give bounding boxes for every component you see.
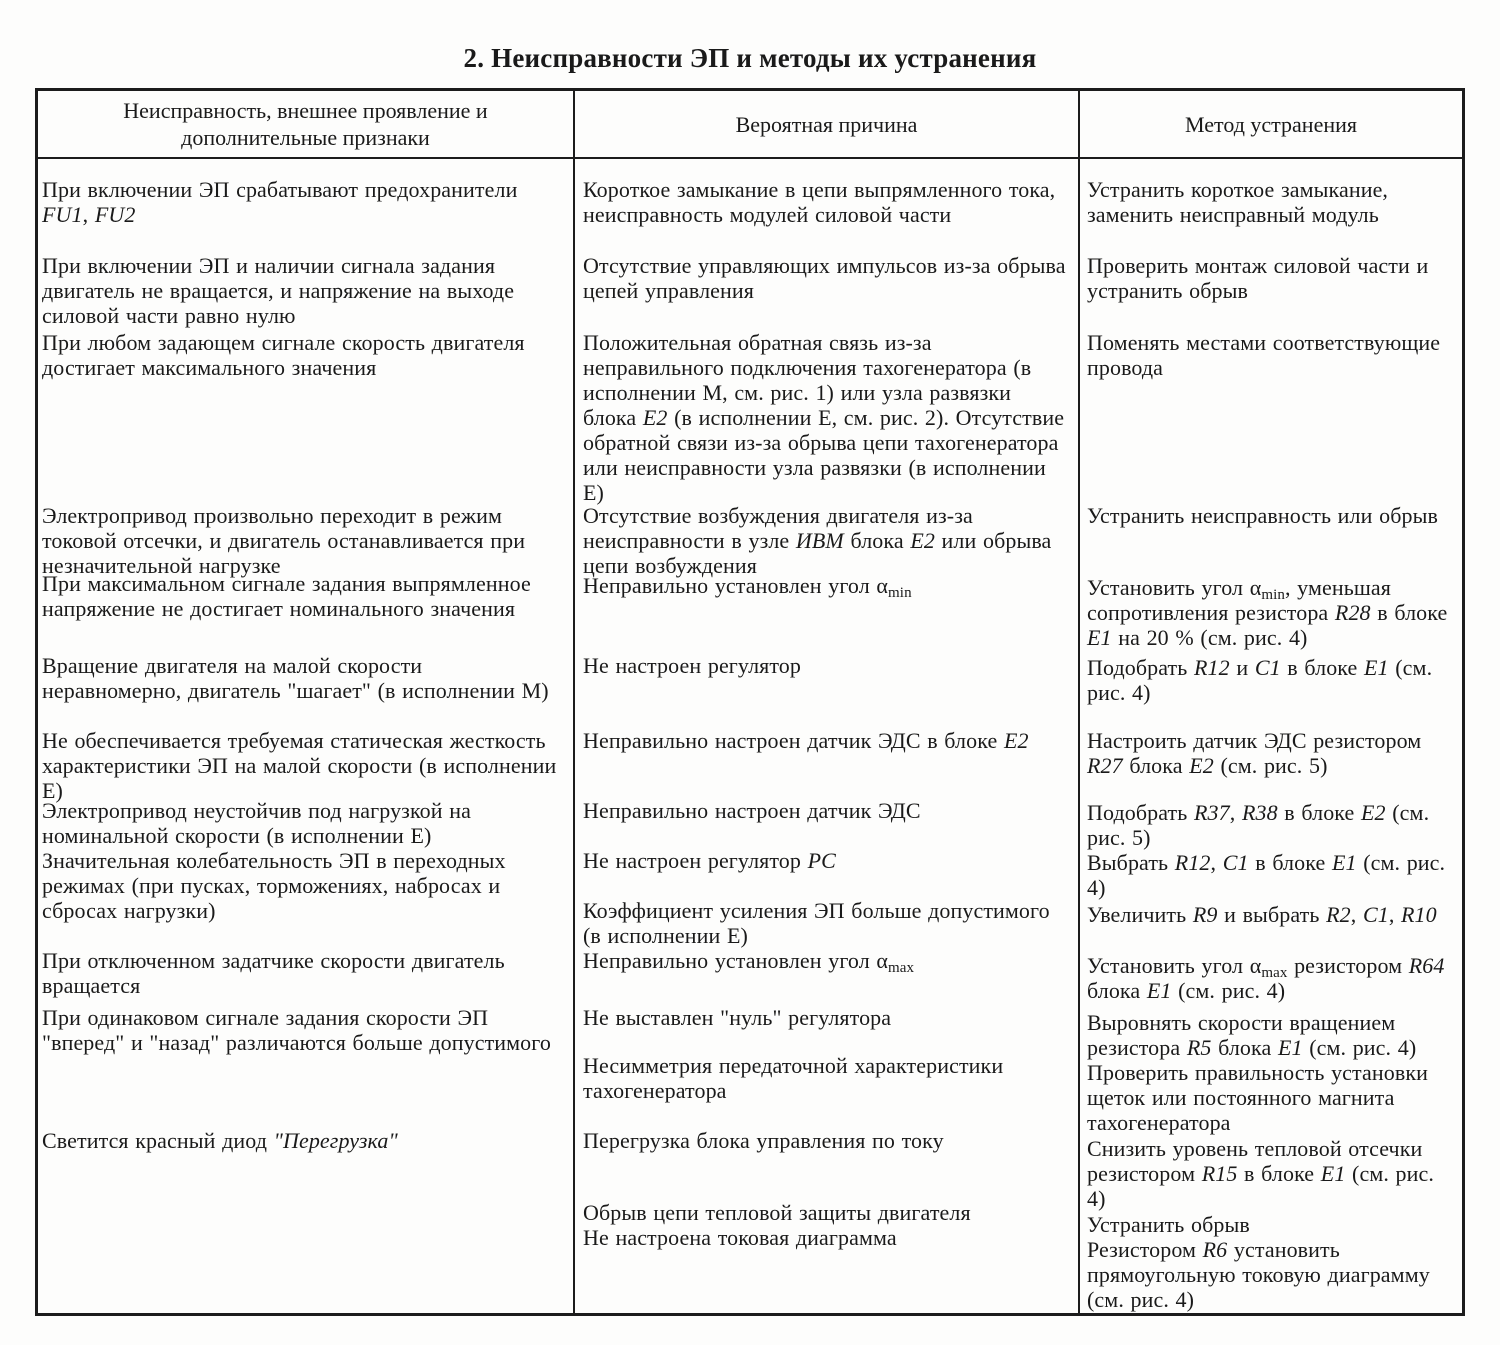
remedy-text: Устранить неисправность или обрыв — [1087, 503, 1438, 528]
header-cell-fault — [38, 91, 573, 157]
remedy-text: Поменять местами соответствующие провода — [1087, 330, 1441, 380]
remedy-text: Подобрать R12 и С1 в блоке Е1 (см. рис. 4) — [1087, 655, 1433, 705]
cause-text: Отсутствие управляющих импульсов из-за обрыва цепей управления — [583, 253, 1066, 303]
cause-text: Отсутствие возбуждения двигателя из-за неисправности в узле ИВМ блока Е2 или обрыва цепи возбуждения — [583, 503, 1052, 578]
fault-text: Электропривод произвольно переходит в режим токовой отсечки, и двигатель останавливается при незначительной нагрузке — [42, 503, 526, 578]
fault-text: При отключенном задатчике скорости двигатель вращается — [42, 948, 505, 998]
remedy-text: Резистором R6 установить прямоугольную токовую диаграмму (см. рис. 4) — [1087, 1237, 1430, 1312]
remedy-text: Проверить правильность установки щеток или постоянного магнита тахогенератора — [1087, 1060, 1429, 1135]
cause-text: Неправильно установлен угол $\alpha_{max}$ — [583, 948, 915, 976]
cause-text: Неправильно настроен датчик ЭДС в блоке Е2 — [583, 728, 1029, 753]
page-title: 2. Неисправности ЭП и методы их устранения — [463, 43, 1037, 73]
cause-text: Положительная обратная связь из-за неправильного подключения тахогенератора (в исполнении М, см. рис. 1) или узла развязки блока Е2 (в исполнении Е, см. рис. 2). Отсутствие обратной связи из-за обрыва цепи тахогенератора или неисправности узла развязки (в исполнении Е) — [583, 330, 1065, 505]
header-cell-remedy — [1080, 91, 1462, 157]
remedy-text: Устранить обрыв — [1087, 1212, 1250, 1237]
fault-text: При любом задающем сигнале скорость двигателя достигает максимального значения — [42, 330, 525, 380]
remedy-text: Выровнять скорости вращением резистора R5 блока Е1 (см. рис. 4) — [1087, 1010, 1417, 1060]
remedy-text: Проверить монтаж силовой части и устранить обрыв — [1087, 253, 1429, 303]
header-cell-cause-label: Вероятная причина — [735, 111, 918, 137]
remedy-text: Устранить короткое замыкание, заменить неисправный модуль — [1087, 177, 1389, 227]
column-divider — [1078, 91, 1080, 1313]
remedy-text: Установить угол $\alpha_{max}$ резистором R64 блока Е1 (см. рис. 4) — [1087, 953, 1445, 1003]
remedy-text: Подобрать R37, R38 в блоке Е2 (см. рис. 5) — [1087, 800, 1430, 850]
header-cell-remedy-label: Метод устранения — [1184, 111, 1358, 137]
cause-text: Перегрузка блока управления по току — [583, 1128, 944, 1153]
cause-text: Не настроен регулятор — [583, 653, 801, 678]
faults-table — [35, 88, 1465, 1316]
fault-text: При включении ЭП срабатывают предохранители FU1, FU2 — [42, 177, 518, 227]
cause-text: Короткое замыкание в цепи выпрямленного тока, неисправность модулей силовой части — [583, 177, 1056, 227]
fault-text: Не обеспечивается требуемая статическая жесткость характеристики ЭП на малой скорости (в исполнении Е) — [42, 728, 557, 803]
remedy-text: Установить угол $\alpha_{min}$, уменьшая сопротивления резистора R28 в блоке Е1 на 20 % (см. рис. 4) — [1087, 575, 1448, 650]
fault-text: Вращение двигателя на малой скорости неравномерно, двигатель "шагает" (в исполнении М) — [42, 653, 549, 703]
column-divider — [573, 91, 575, 1313]
table-header-row — [38, 91, 1462, 159]
header-cell-cause — [573, 91, 1080, 157]
fault-text: При максимальном сигнале задания выпрямленное напряжение не достигает номинального значения — [42, 571, 531, 621]
cause-text: Коэффициент усиления ЭП больше допустимого (в исполнении Е) — [583, 898, 1050, 948]
header-cell-fault-label: Неисправность, внешнее проявление и дополнительные признаки — [123, 98, 488, 150]
cause-text: Несимметрия передаточной характеристики тахогенератора — [583, 1053, 1004, 1103]
cause-text: Не выставлен "нуль" регулятора — [583, 1005, 892, 1030]
remedy-text: Снизить уровень тепловой отсечки резистором R15 в блоке Е1 (см. рис. 4) — [1087, 1136, 1434, 1211]
cause-text: Обрыв цепи тепловой защиты двигателя — [583, 1200, 971, 1225]
fault-text: Значительная колебательность ЭП в переходных режимах (при пусках, торможениях, набросах и сбросах нагрузки) — [42, 848, 506, 923]
remedy-text: Выбрать R12, С1 в блоке Е1 (см. рис. 4) — [1087, 850, 1446, 900]
fault-text: Светится красный диод "Перегрузка" — [42, 1128, 398, 1153]
fault-text: При одинаковом сигнале задания скорости ЭП "вперед" и "назад" различаются больше допустимого — [42, 1005, 551, 1055]
fault-text: При включении ЭП и наличии сигнала задания двигатель не вращается, и напряжение на выходе силовой части равно нулю — [42, 253, 515, 328]
table-body — [38, 159, 1462, 1313]
cause-text: Не настроена токовая диаграмма — [583, 1225, 897, 1250]
fault-text: Электропривод неустойчив под нагрузкой на номинальной скорости (в исполнении Е) — [42, 798, 471, 848]
cause-text: Неправильно настроен датчик ЭДС — [583, 798, 921, 823]
cause-text: Не настроен регулятор РС — [583, 848, 836, 873]
remedy-text: Увеличить R9 и выбрать R2, С1, R10 — [1087, 902, 1437, 927]
remedy-text: Настроить датчик ЭДС резистором R27 блока Е2 (см. рис. 5) — [1087, 728, 1422, 778]
cause-text: Неправильно установлен угол $\alpha_{min}$ — [583, 573, 912, 601]
